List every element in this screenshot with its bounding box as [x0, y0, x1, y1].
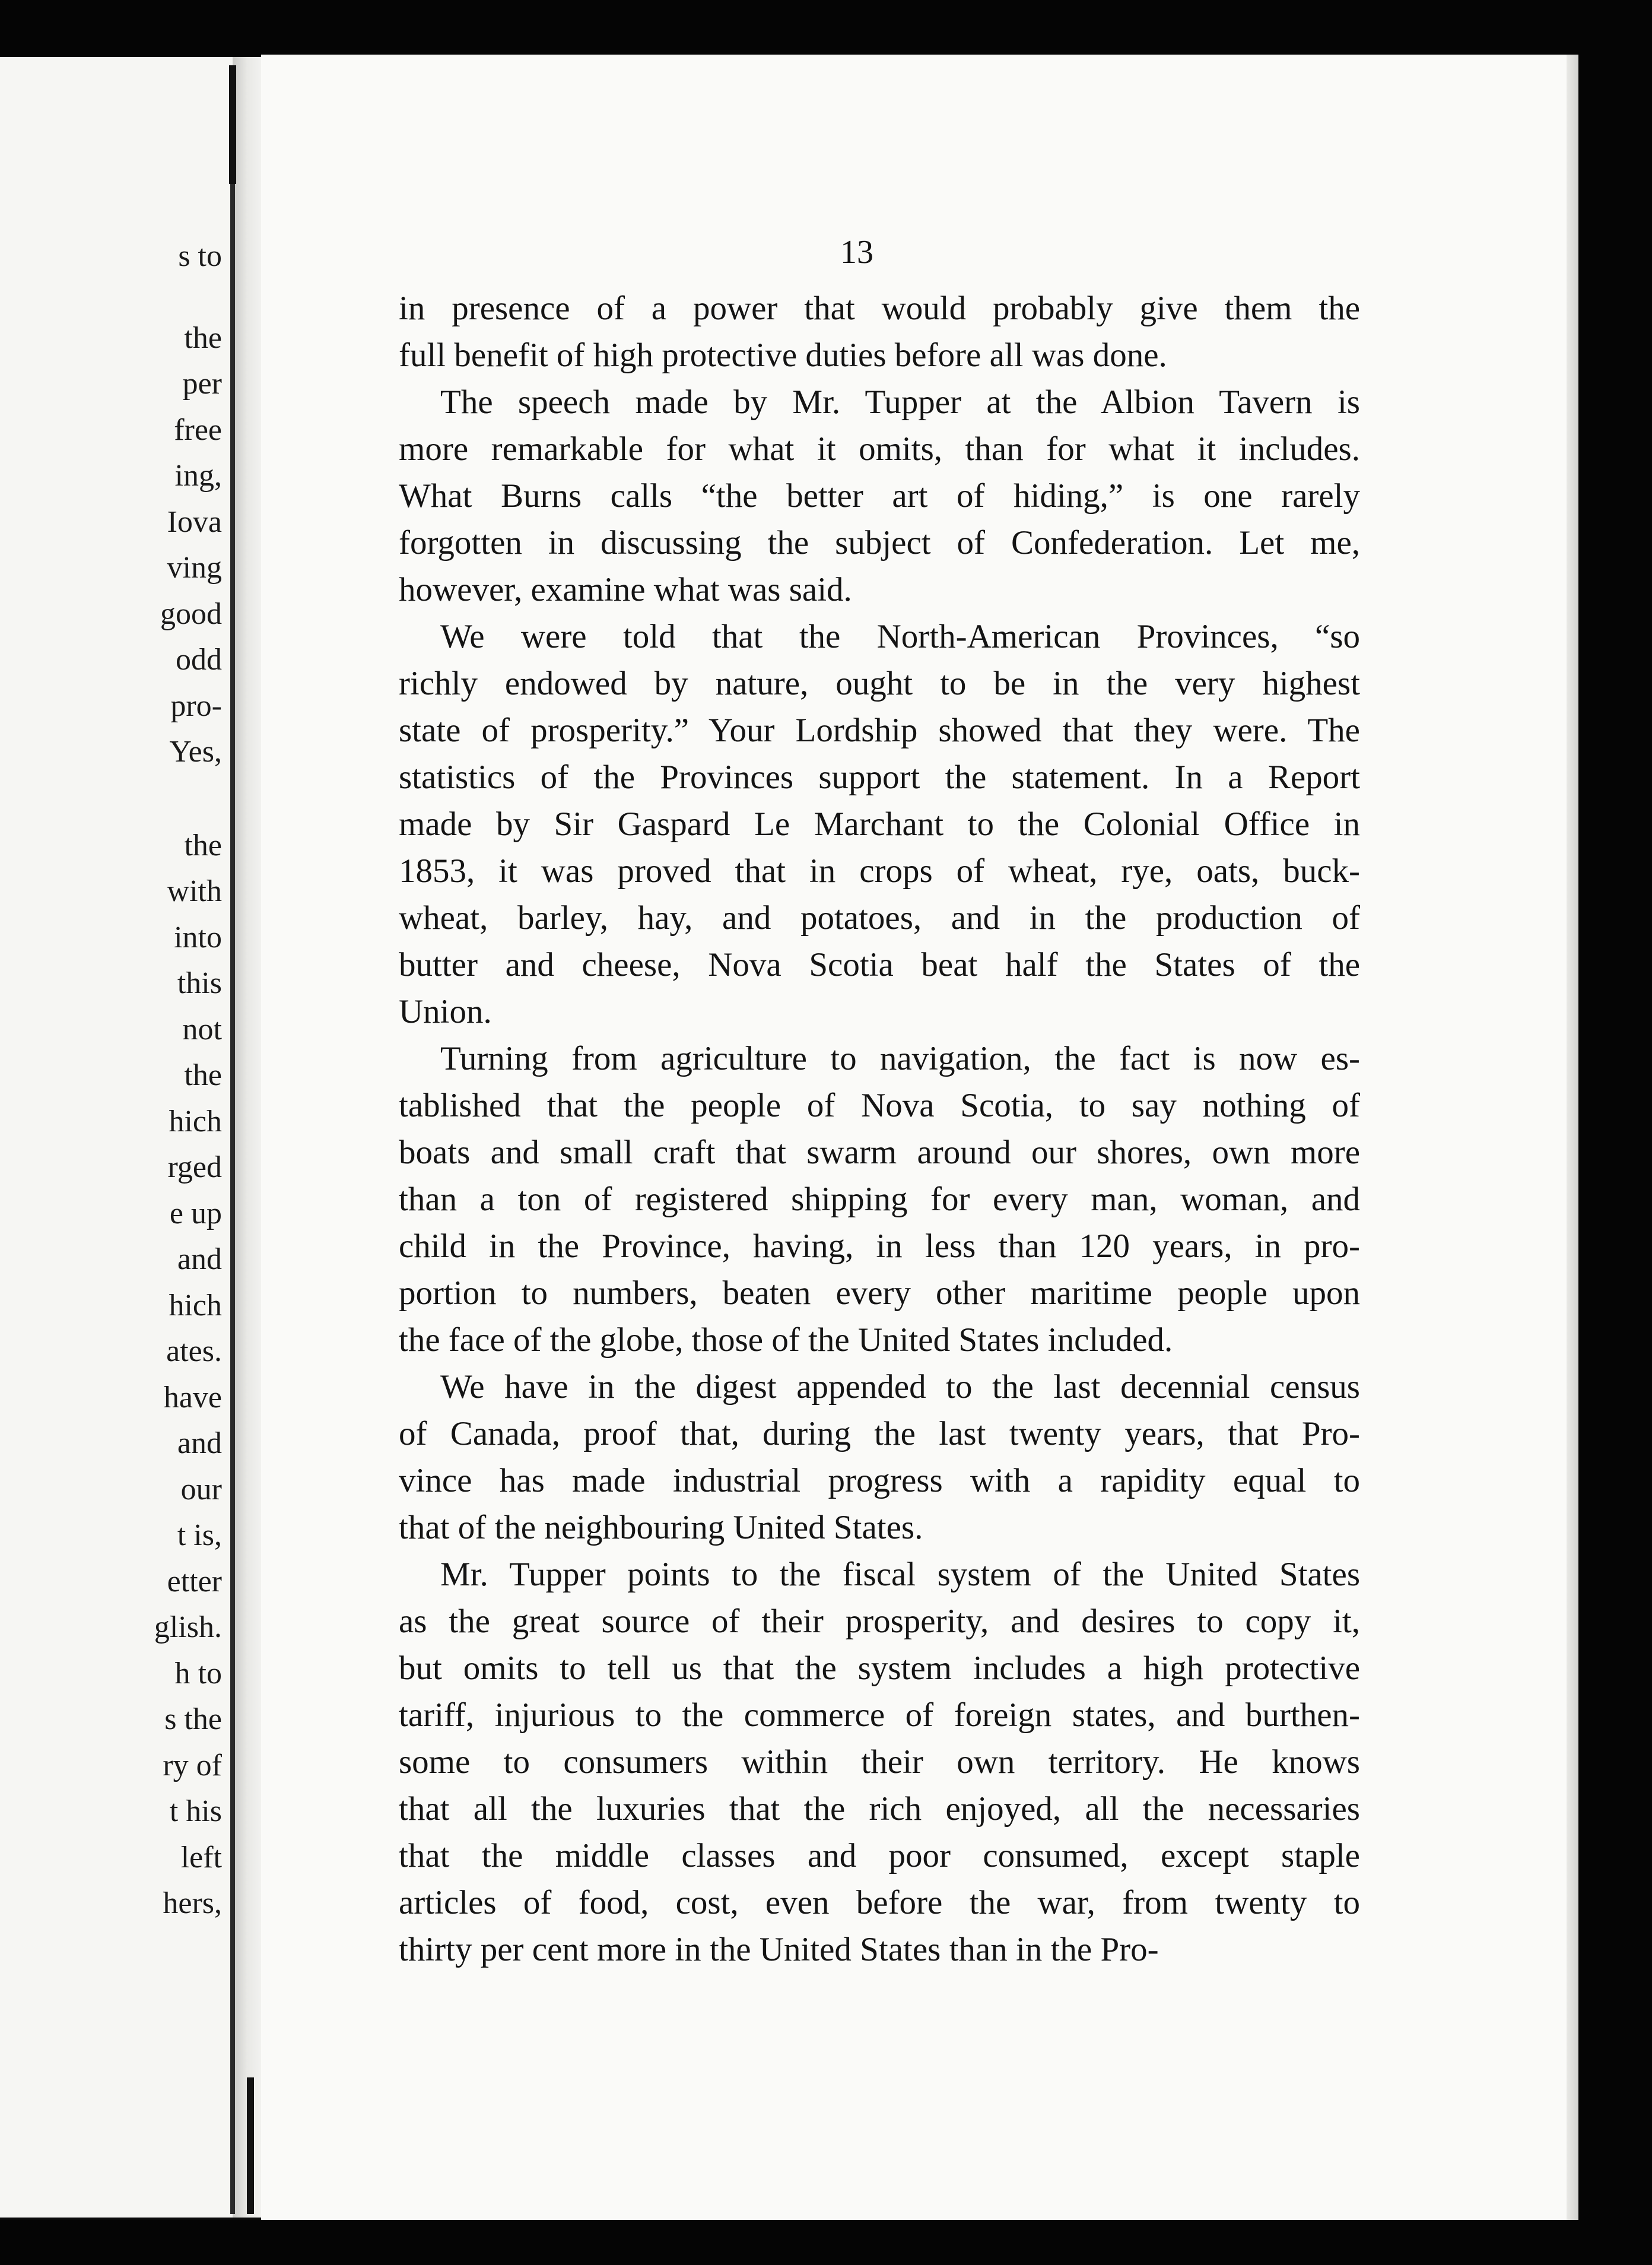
book-gutter-mark-bottom — [247, 2077, 254, 2214]
facing-page-fragment: into — [174, 920, 222, 954]
text-line: Turning from agriculture to navigation, the fact is now es- — [440, 1040, 1360, 1077]
text-line: forgotten in discussing the subject of Confederation. Let me, — [399, 524, 1360, 562]
text-line: some to consumers within their own territory. He knows — [399, 1743, 1360, 1781]
text-line: tablished that the people of Nova Scotia, to say nothing of — [399, 1087, 1360, 1124]
text-line: Union. — [399, 993, 492, 1030]
text-line: that the middle classes and poor consumed, except staple — [399, 1837, 1360, 1874]
text-line: thirty per cent more in the United States than in the Pro- — [399, 1931, 1159, 1968]
facing-page-fragment: Yes, — [169, 735, 222, 769]
text-line: Mr. Tupper points to the fiscal system of the United States — [440, 1556, 1360, 1593]
scan-border-bottom — [0, 2220, 1652, 2265]
facing-page-fragment: free — [174, 413, 222, 447]
text-line: tariff, injurious to the commerce of foreign states, and burthen- — [399, 1696, 1360, 1734]
text-line: We have in the digest appended to the last decennial census — [440, 1368, 1360, 1406]
facing-page-fragment: etter — [167, 1564, 222, 1598]
text-line: but omits to tell us that the system includes a high protective — [399, 1649, 1360, 1687]
text-line: vince has made industrial progress with a rapidity equal to — [399, 1462, 1360, 1499]
facing-page-fragment: ing, — [174, 459, 222, 493]
text-line: What Burns calls “the better art of hiding,” is one rarely — [399, 477, 1360, 515]
facing-page-fragment: left — [180, 1840, 222, 1874]
text-line: that all the luxuries that the rich enjoyed, all the necessaries — [399, 1790, 1360, 1828]
text-line: in presence of a power that would probably give them the — [399, 290, 1360, 327]
text-line: the face of the globe, those of the United States included. — [399, 1321, 1173, 1359]
text-line: full benefit of high protective duties before all was done. — [399, 337, 1167, 374]
page-number: 13 — [840, 234, 873, 271]
facing-page-fragment: hich — [169, 1104, 222, 1138]
facing-page-fragment: per — [182, 367, 222, 401]
text-line: The speech made by Mr. Tupper at the Albion Tavern is — [440, 383, 1360, 421]
facing-page-fragment: have — [163, 1380, 222, 1414]
text-line: statistics of the Provinces support the statement. In a Report — [399, 759, 1360, 796]
facing-page-fragment: Iova — [167, 505, 222, 539]
facing-page-fragment: and — [177, 1426, 222, 1460]
text-line: We were told that the North-American Provinces, “so — [440, 618, 1360, 655]
body-text — [399, 285, 1360, 1973]
text-line: however, examine what was said. — [399, 571, 852, 608]
paragraph — [399, 379, 1360, 613]
facing-page-fragment: good — [160, 597, 222, 631]
facing-page-fragment: s the — [164, 1702, 222, 1736]
book-gutter-line — [230, 65, 235, 2214]
facing-page-fragment: rged — [167, 1150, 222, 1184]
facing-page-fragment: with — [167, 874, 222, 908]
facing-page-fragment: glish. — [154, 1610, 222, 1644]
facing-page-fragment: and — [177, 1242, 222, 1276]
text-line: more remarkable for what it omits, than for what it includes. — [399, 430, 1360, 468]
facing-page-fragment: our — [180, 1472, 222, 1506]
facing-page-fragment: this — [177, 966, 222, 1000]
facing-page-fragment: ates. — [166, 1334, 222, 1368]
facing-page-fragment: not — [182, 1012, 222, 1046]
facing-page-fragment: hich — [169, 1288, 222, 1322]
text-line: of Canada, proof that, during the last twenty years, that Pro- — [399, 1415, 1360, 1452]
text-line: as the great source of their prosperity, and desires to copy it, — [399, 1603, 1360, 1640]
text-line: 1853, it was proved that in crops of wheat, rye, oats, buck- — [399, 852, 1360, 890]
facing-page-fragment: pro- — [170, 689, 222, 723]
text-line: butter and cheese, Nova Scotia beat half the States of the — [399, 946, 1360, 984]
text-line: than a ton of registered shipping for every man, woman, and — [399, 1181, 1360, 1218]
facing-page-fragment: odd — [176, 643, 222, 677]
text-line: that of the neighbouring United States. — [399, 1509, 923, 1546]
book-gutter-mark-top — [229, 65, 236, 184]
facing-page-fragment: t is, — [177, 1518, 222, 1552]
paragraph — [399, 1035, 1360, 1363]
text-line: richly endowed by nature, ought to be in the very highest — [399, 665, 1360, 702]
text-line: state of prosperity.” Your Lordship showed that they were. The — [399, 712, 1360, 749]
facing-page-fragment: the — [184, 1058, 222, 1092]
text-line: made by Sir Gaspard Le Marchant to the Colonial Office in — [399, 805, 1360, 843]
facing-page-fragment: ry of — [163, 1748, 222, 1782]
facing-page-fragment: ving — [167, 551, 222, 585]
facing-page-fragment: hers, — [163, 1886, 222, 1920]
scan-border-right — [1578, 55, 1652, 2221]
paragraph — [399, 613, 1360, 1035]
paragraph — [399, 1551, 1360, 1973]
left-page-margin — [0, 57, 233, 2218]
facing-page-fragment: the — [184, 828, 222, 862]
paragraph — [399, 285, 1360, 379]
text-line: boats and small craft that swarm around our shores, own more — [399, 1134, 1360, 1171]
facing-page-fragment: h to — [174, 1656, 222, 1690]
facing-page-fragment: s to — [178, 239, 222, 273]
text-line: wheat, barley, hay, and potatoes, and in the production of — [399, 899, 1360, 937]
scan-border-top — [0, 0, 1652, 59]
facing-page-fragment: t his — [169, 1794, 222, 1828]
text-line: child in the Province, having, in less than 120 years, in pro- — [399, 1227, 1360, 1265]
text-line: articles of food, cost, even before the war, from twenty to — [399, 1884, 1360, 1921]
facing-page-fragment: e up — [169, 1196, 222, 1230]
paragraph — [399, 1363, 1360, 1551]
facing-page-fragment: the — [184, 321, 222, 355]
text-line: portion to numbers, beaten every other maritime people upon — [399, 1274, 1360, 1312]
